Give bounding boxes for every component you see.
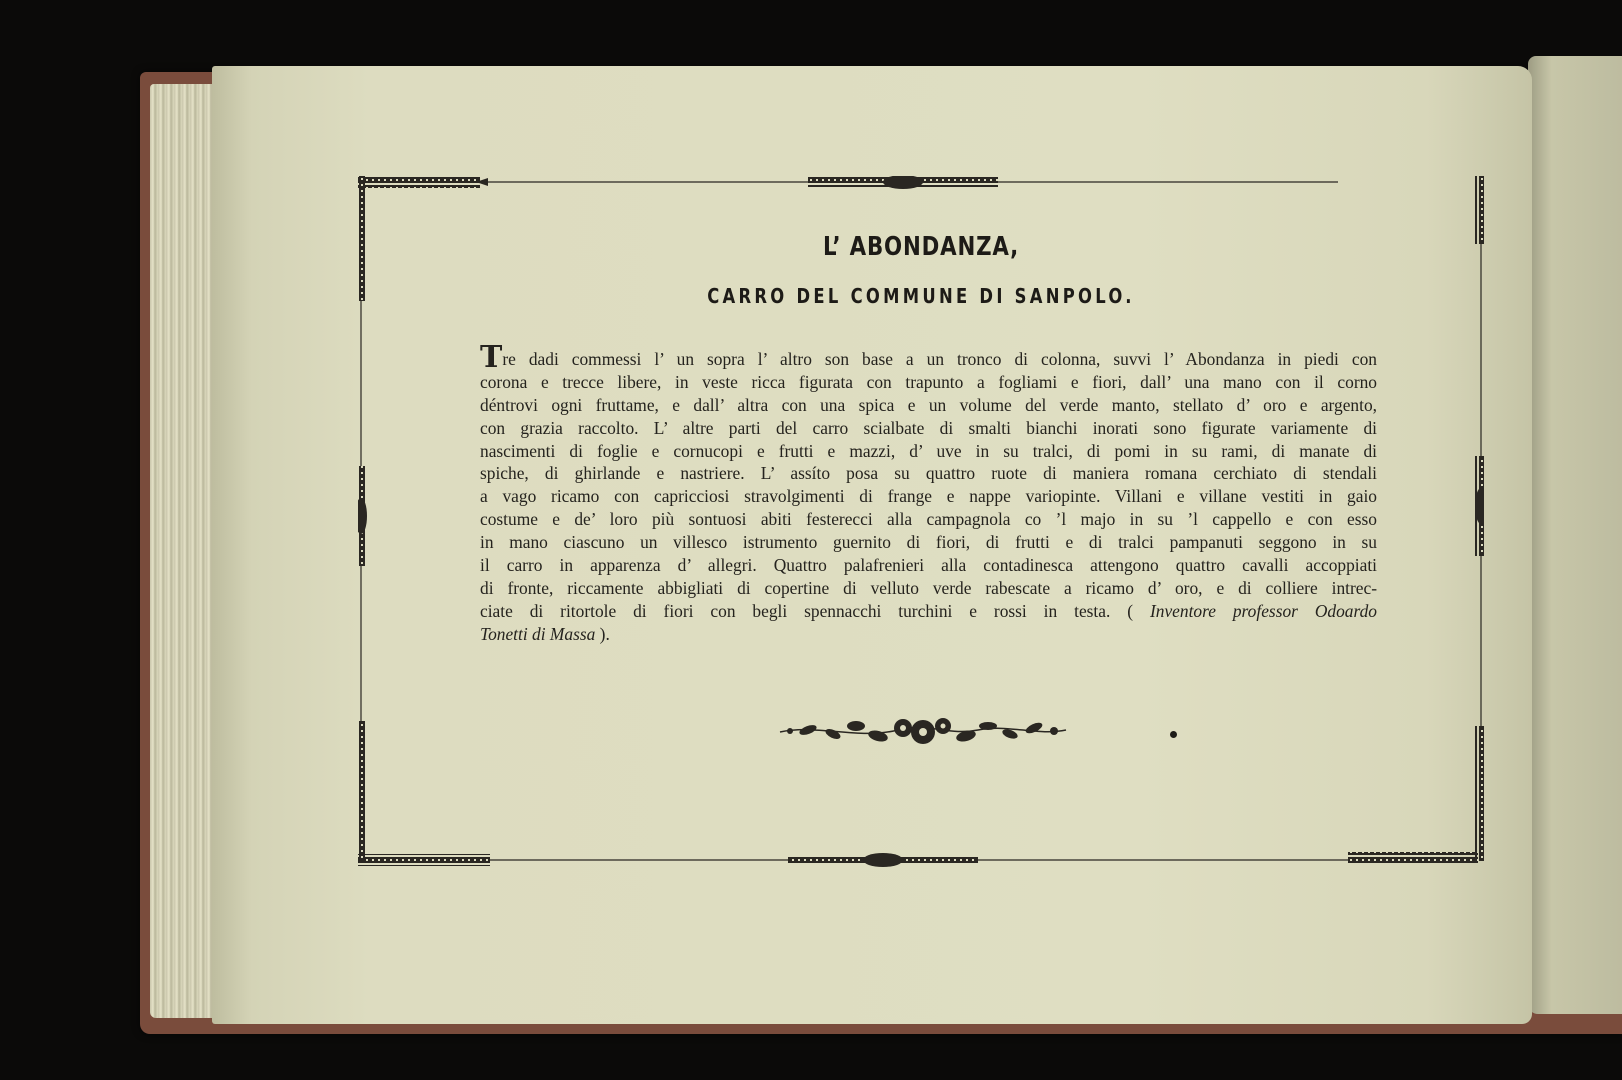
text-line: nascimenti di foglie e cornucopi e frutti e mazzi, d’ uve in su tralci, di pomi in su rami, di manate di — [480, 440, 1377, 461]
text-line: costume e de’ loro più sontuosi abiti festerecci alla campagnola co ’l majo in su ’l cappello e con esso — [480, 509, 1377, 530]
text-line: con grazia raccolto. L’ altre parti del carro scialbate di smalti bianchi inorati sono figurate variamente di — [480, 417, 1377, 438]
text-line: Tonetti di Massa ). — [480, 623, 610, 644]
ink-dot — [1170, 731, 1177, 738]
text-line: di fronte, riccamente abbigliati di copertine di velluto verde rabescate a ricamo d’ oro, e di colliere intrec- — [480, 577, 1377, 598]
page-title: L’ ABONDANZA, — [822, 232, 1020, 262]
text-line: déntrovi ogni fruttame, e dall’ altra con una spica e un volume del verde manto, stellato d’ oro e argento, — [480, 394, 1377, 415]
text-line: ciate di ritortole di fiori con begli spennacchi turchini e rossi in testa. ( Inventore professor Odoardo — [480, 600, 1377, 621]
body-paragraph — [480, 340, 1377, 646]
text-line: spiche, di ghirlande e nastriere. L’ assíto posa su quattro ruote di maniera romana cerchiato di stendali — [480, 463, 1377, 484]
page-stack — [150, 84, 220, 1018]
text-line: a vago ricamo con capricciosi stravolgimenti di frange e nappe variopinte. Villani e villane vestiti in gaio — [480, 486, 1377, 507]
inventor-name: Tonetti di Massa — [480, 623, 596, 644]
text-line: il carro in apparenza d’ allegri. Quattro palafrenieri alla contadinesca attengono quattro cavalli accoppiati — [480, 555, 1377, 576]
floral-vignette — [778, 706, 1068, 761]
inventor-credit: Inventore professor Odoardo — [1133, 600, 1377, 621]
page-subtitle: CARRO DEL COMMUNE DI SANPOLO. — [707, 284, 1135, 308]
next-page-edge — [1528, 56, 1622, 1014]
text-line: Tre dadi commessi l’ un sopra l’ altro son base a un tronco di colonna, suvvi l’ Abondanza in piedi con — [480, 340, 1377, 375]
text-line: corona e trecce libere, in veste ricca figurata con trapunto a fogliami e fiori, dall’ una mano con il corno — [480, 371, 1377, 392]
text-line: in mano ciascuno un villesco istrumento guernito di fiori, di frutti e di tralci pampanuti seggono in su — [480, 532, 1377, 553]
drop-cap: T — [480, 340, 503, 375]
